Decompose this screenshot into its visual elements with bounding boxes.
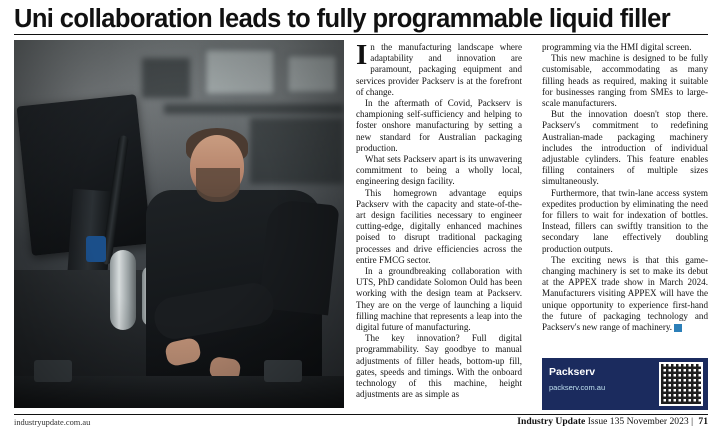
paragraph	[356, 154, 522, 188]
footer-website[interactable]: industryupdate.com.au	[14, 418, 91, 427]
photo-vignette	[14, 40, 344, 408]
paragraph-text: The key innovation? Full digital programmability. Say goodbye to manual adjustments of filler heads, bottom-up fill, gates, speeds and timings. With the onboard technology of this machine, height adjustments are as simple as	[356, 333, 522, 400]
drop-cap: I	[356, 39, 368, 71]
footer-issue: Issue 135 November 2023	[587, 416, 689, 427]
footer-divider	[14, 414, 708, 415]
footer-issue-info	[517, 416, 708, 427]
article-photo	[14, 40, 344, 408]
advertisement-block[interactable]	[542, 358, 708, 410]
paragraph	[542, 53, 708, 109]
paragraph-text: programming via the HMI digital screen.	[542, 42, 692, 52]
page-headline: Uni collaboration leads to fully programmable liquid filler	[14, 5, 671, 33]
article-body	[356, 39, 708, 408]
text-column-1	[356, 39, 522, 401]
paragraph-text: Furthermore, that twin-lane access system expedites production by eliminating the need for fillers to wait for indexation of bottles. Instead, fillers can swiftly transition to the secondary lane effectively doubling production outputs.	[542, 187, 708, 254]
paragraph-text: This homegrown advantage equips Packserv with the capacity and state-of-the-art design facilities necessary to engineer cutting-edge, digitally enhanced machines poised to disrupt traditional packaging processes and drive efficiencies across the entire FMCG sector.	[356, 187, 522, 265]
qr-code-icon[interactable]	[659, 362, 703, 406]
paragraph	[356, 39, 522, 98]
paragraph	[356, 333, 522, 400]
paragraph	[542, 42, 708, 53]
footer-separator: |	[691, 416, 693, 427]
qr-code-pattern	[661, 364, 701, 404]
paragraph	[356, 98, 522, 154]
footer-magazine-title: Industry Update	[517, 416, 586, 427]
paragraph-text: But the innovation doesn't stop there. Packserv's commitment to redefining Australian-made packaging machinery includes the introduction of individual adjustable cylinders. This feature enables filling containers of multiple sizes simultaneously.	[542, 109, 708, 187]
paragraph	[542, 109, 708, 187]
paragraph-text: In a groundbreaking collaboration with UTS, PhD candidate Solomon Ould has been working with the design team at Packserv. They are on the verge of launching a liquid filling machine that represents a leap into the digital future of manufacturing.	[356, 266, 522, 333]
end-mark: IU	[674, 324, 682, 332]
paragraph	[356, 266, 522, 333]
paragraph-text: The exciting news is that this game-changing machinery is set to make its debut at the APPEX trade show in March 2024. Manufacturers visiting APPEX will have the unique opportunity to experience first-hand the future of packaging technology and Packserv's new range of machinery.	[542, 254, 708, 333]
paragraph-text: In the aftermath of Covid, Packserv is championing self-sufficiency and helping to foster onshore manufacturing by setting a new standard for Australian packaging production.	[356, 98, 522, 153]
paragraph-text: What sets Packserv apart is its unwavering commitment to being a wholly local, engineering design facility.	[356, 154, 522, 187]
paragraph	[356, 188, 522, 266]
advertiser-url[interactable]: packserv.com.au	[549, 383, 606, 392]
paragraph-text: n the manufacturing landscape where adaptability and innovation are paramount, packaging equipment and services provider Packserv is at the forefront of change.	[356, 42, 522, 97]
paragraph	[542, 255, 708, 333]
header-divider	[14, 34, 708, 35]
text-column-2	[542, 42, 708, 333]
paragraph-text: This new machine is designed to be fully customisable, accommodating as many filling heads as required, making it suitable for businesses ranging from SMEs to large-scale manufacturers.	[542, 53, 708, 109]
advertiser-name: Packserv	[549, 366, 596, 378]
paragraph	[542, 188, 708, 255]
footer-page-number: 71	[698, 416, 708, 427]
